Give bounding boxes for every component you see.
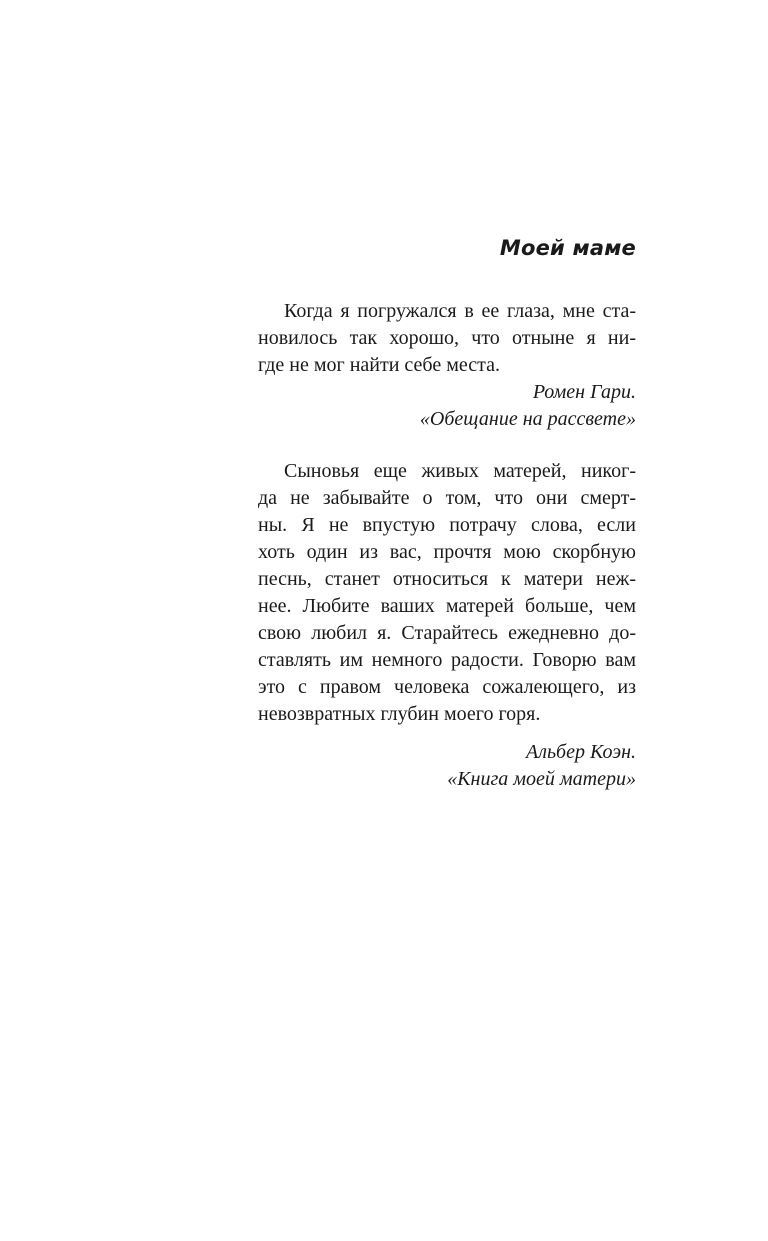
epigraph-line: невозвратных глубин моего горя. (258, 703, 541, 725)
dedication-heading: Моей маме (499, 236, 636, 260)
epigraph-line: это с правом человека сожалеющего, из (258, 676, 636, 698)
epigraph-author: Ромен Гари. (532, 381, 636, 403)
epigraph-line: ны. Я не впустую потрачу слова, если (258, 514, 636, 536)
epigraph-source: «Обещание на рассвете» (419, 408, 636, 430)
epigraph-gary (258, 298, 636, 433)
epigraph-line: свою любил я. Старайтесь ежедневно до- (258, 622, 636, 644)
epigraph-line: ставлять им немного радости. Говорю вам (258, 649, 636, 671)
epigraph-line: новилось так хорошо, что отныне я ни- (258, 327, 636, 349)
epigraph-line: Когда я погружался в ее глаза, мне ста- (284, 300, 636, 322)
epigraph-author: Альбер Коэн. (526, 741, 636, 763)
epigraph-line: Сыновья еще живых матерей, никог- (284, 460, 636, 482)
epigraph-line: где не мог найти себе места. (258, 354, 500, 376)
epigraph-cohen (258, 458, 636, 793)
spacer (258, 728, 636, 739)
epigraph-source: «Книга моей матери» (447, 768, 636, 790)
epigraph-line: да не забывайте о том, что они смерт- (258, 487, 636, 509)
epigraph-line: нее. Любите ваших матерей больше, чем (258, 595, 636, 617)
epigraph-line: песнь, станет относиться к матери неж- (258, 568, 636, 590)
epigraph-line: хоть один из вас, прочтя мою скорбную (258, 541, 636, 563)
